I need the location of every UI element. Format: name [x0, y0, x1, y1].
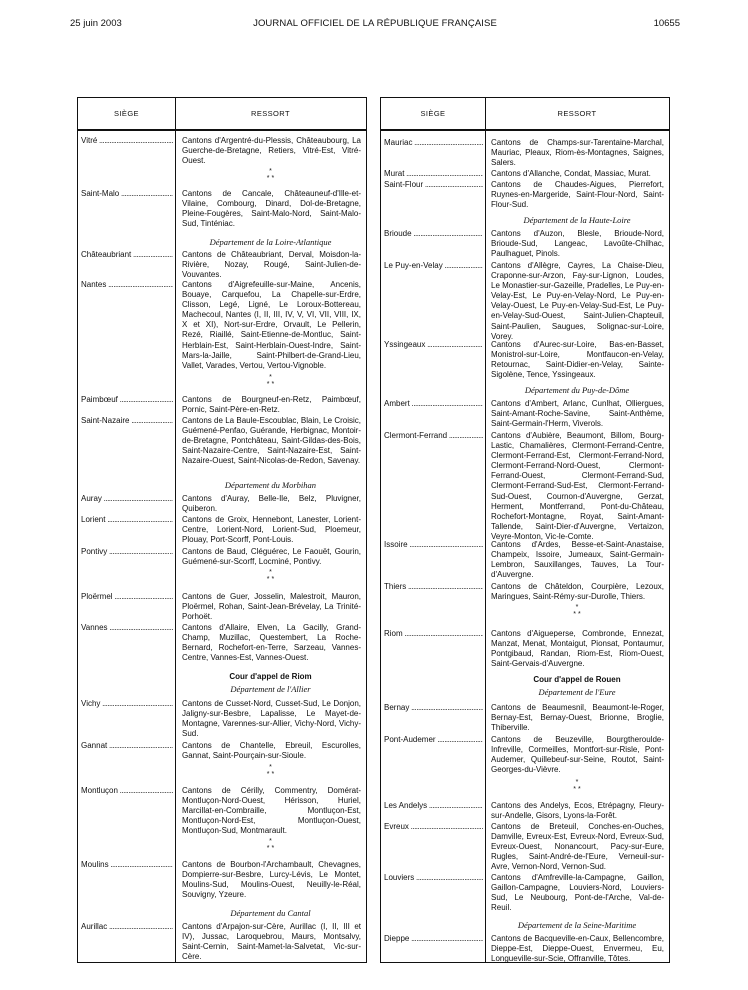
ressort-text: Cantons de Cancale, Châteauneuf-d'Ille-et-Vilaine, Combourg, Dinard, Dol-de-Bretagne, Pleine-Fougères, Saint-Malo-Nord, Saint-Malo-Sud, Tinténiac. [182, 189, 361, 229]
seat-name: Brioude ..... [384, 229, 483, 239]
ressort-text: Cantons de Baud, Cléguérec, Le Faouët, Gourin, Guémené-sur-Scorff, Locminé, Pontivy. [182, 547, 361, 567]
department-heading: Département de la Seine-Maritime [517, 920, 637, 930]
seat-name: Le Puy-en-Velay ..... [384, 261, 483, 271]
ressort-text: Cantons d'Aubière, Beaumont, Billom, Bourg-Lastic, Chamalières, Clermont-Ferrand-Centre, Clermont-Ferrand-Est, Clermont-Ferrand-Nord, Clermont-Ferrand-Nord-Ouest, Clermont-Ferrand-Ouest, Clermont-Ferrand-Sud, Clermont-Ferrand-Sud-Est, Clermont-Ferrand-Sud-Ouest, Cournon-d'Auvergne, Gerzat, Herment, Montferrand, Pont-du-Château, Rochefort-Montagne, Royat, Saint-Amant-Tallende, Saint-Dier-d'Auvergne, Vertaizon, Veyre-Monton, Vic-le-Comte. [491, 431, 664, 541]
right-table [380, 97, 670, 963]
ressort-text: Cantons d'Arpajon-sur-Cère, Aurillac (I, II, III et IV), Jussac, Laroquebrou, Maurs, Montsalvy, Saint-Cernin, Saint-Mamet-la-Salvetat, Vic-sur-Cère. [182, 922, 361, 962]
seat-name: Moulins ..... [81, 860, 173, 870]
seat-name: Dieppe ..... [384, 934, 483, 944]
column-header-siege: SIÈGE [381, 98, 485, 130]
seat-name: Yssingeaux ..... [384, 340, 483, 350]
seat-name: Ambert ..... [384, 399, 483, 409]
page-header [70, 18, 680, 32]
department-heading: Département de l'Eure [538, 687, 616, 697]
department-heading: Département du Cantal [230, 908, 311, 918]
ressort-text: Cantons d'Amfreville-la-Campagne, Gaillon, Gaillon-Campagne, Louviers-Nord, Louviers-Sud, Le Neubourg, Pont-de-l'Arche, Val-de-Reuil. [491, 873, 664, 913]
seat-name: Pontivy ..... [81, 547, 173, 557]
ressort-text: Cantons de Bacqueville-en-Caux, Bellencombre, Dieppe-Est, Dieppe-Ouest, Envermeu, Eu, Longueville-sur-Scie, Offranville, Tôtes. [491, 934, 664, 964]
separator-stars: * * * [573, 604, 581, 618]
seat-name: Auray ..... [81, 494, 173, 504]
seat-name: Vitré ..... [81, 136, 173, 146]
seat-name: Châteaubriant ..... [81, 250, 173, 260]
ressort-text: Cantons de La Baule-Escoublac, Blain, Le Croisic, Guémené-Penfao, Guérande, Herbignac, Montoir-de-Bretagne, Pontchâteau, Saint-Gildas-des-Bois, Saint-Nazaire-Centre, Saint-Nazaire-Est, Saint-Nazaire-Ouest, Saint-Nicolas-de-Redon, Savenay. [182, 416, 361, 466]
ressort-text: Cantons d'Auray, Belle-Ile, Belz, Pluvigner, Quiberon. [182, 494, 361, 514]
ressort-text: Cantons de Breteuil, Conches-en-Ouches, Damville, Evreux-Est, Evreux-Nord, Evreux-Sud, Evreux-Ouest, Nonancourt, Pacy-sur-Eure, Rugles, Saint-André-de-l'Eure, Verneuil-sur-Avre, Vernon-Nord, Vernon-Sud. [491, 822, 664, 872]
seat-name: Saint-Nazaire ..... [81, 416, 173, 426]
seat-name: Paimbœuf ..... [81, 395, 173, 405]
seat-name: Louviers ..... [384, 873, 483, 883]
seat-name: Les Andelys ..... [384, 801, 483, 811]
ressort-text: Cantons de Guer, Josselin, Malestroit, Mauron, Ploërmel, Rohan, Saint-Jean-Brévelay, La Trinité-Porhoët. [182, 592, 361, 622]
ressort-text: Cantons de Châteaubriant, Derval, Moisdon-la-Rivière, Nozay, Rougé, Saint-Julien-de-Vouvantes. [182, 250, 361, 280]
seat-name: Lorient ..... [81, 515, 173, 525]
seat-name: Issoire ..... [384, 540, 483, 550]
separator-stars: * * * [266, 764, 275, 778]
ressort-text: Cantons de Groix, Hennebont, Lanester, Lorient-Centre, Lorient-Nord, Lorient-Sud, Ploemeur, Plouay, Port-Scorff, Pont-Louis. [182, 515, 361, 545]
column-divider [175, 98, 176, 962]
seat-name: Clermont-Ferrand ..... [384, 431, 483, 441]
ressort-text: Cantons d'Allanche, Condat, Massiac, Murat. [491, 169, 651, 178]
ressort-text: Cantons d'Aigrefeuille-sur-Maine, Ancenis, Bouaye, Carquefou, La Chapelle-sur-Erdre, Clisson, Legé, Ligné, Le Loroux-Bottereau, Machecoul, Nantes (I, II, III, IV, V, VI, VII, VIII, IX, X et XI), Nort-sur-Erdre, Orvault, Le Pellerin, Rezé, Riaillé, Saint-Etienne-de-Montluc, Saint-Herblain-Est, Saint-Herblain-Ouest-Indre, Saint-Mars-la-Jaille, Saint-Philbert-de-Grand-Lieu, Vallet, Varades, Vertou, Vertou-Vignoble. [182, 280, 361, 370]
department-heading: Département du Morbihan [224, 480, 317, 490]
page-number: 10655 [653, 18, 680, 29]
publication-date: 25 juin 2003 [70, 18, 122, 29]
seat-name: Saint-Flour ..... [384, 180, 483, 190]
separator-stars: * * * [266, 168, 275, 182]
ressort-text: Cantons d'Allaire, Elven, La Gacilly, Grand-Champ, Muzillac, Questembert, La Roche-Bernard, Rochefort-en-Terre, Sarzeau, Vannes-Centre, Vannes-Est, Vannes-Ouest. [182, 623, 361, 663]
ressort-text: Cantons de Châteldon, Courpière, Lezoux, Maringues, Saint-Rémy-sur-Durolle, Thiers. [491, 582, 664, 602]
ressort-text: Cantons d'Aigueperse, Combronde, Ennezat, Manzat, Menat, Montaigut, Pionsat, Pontaumur, Pontgibaud, Randan, Riom-Est, Riom-Ouest, Saint-Gervais-d'Auvergne. [491, 629, 664, 669]
seat-name: Vannes ..... [81, 623, 173, 633]
seat-name: Vichy ..... [81, 699, 173, 709]
ressort-text: Cantons de Bourgneuf-en-Retz, Paimbœuf, Pornic, Saint-Père-en-Retz. [182, 395, 361, 415]
ressort-text: Cantons d'Ambert, Arlanc, Cunlhat, Olliergues, Saint-Amant-Roche-Savine, Saint-Anthème, Saint-Germain-l'Herm, Viverols. [491, 399, 664, 429]
seat-name: Nantes ..... [81, 280, 173, 290]
ressort-text: Cantons d'Allègre, Cayres, La Chaise-Dieu, Craponne-sur-Arzon, Fay-sur-Lignon, Loudes, Le Monastier-sur-Gazeille, Pradelles, Le Puy-en-Velay-Est, Le Puy-en-Velay-Nord, Le Puy-en-Velay-Ouest, Le Puy-en-Velay-Sud-Est, Le Puy-en-Velay-Sud-Ouest, Saint-Julien-Chapteuil, Saint-Paulien, Saugues, Solignac-sur-Loire, Vorey. [491, 261, 664, 341]
department-heading: Département du Puy-de-Dôme [524, 385, 630, 395]
ressort-text: Cantons de Cusset-Nord, Cusset-Sud, Le Donjon, Jaligny-sur-Besbre, Lapalisse, Le Mayet-de-Montagne, Varennes-sur-Allier, Vichy-Nord, Vichy-Sud. [182, 699, 361, 739]
column-divider [485, 98, 486, 962]
department-heading: Département de la Loire-Atlantique [209, 237, 332, 247]
seat-name: Bernay ..... [384, 703, 483, 713]
ressort-text: Cantons d'Auzon, Blesle, Brioude-Nord, Brioude-Sud, Langeac, Lavoûte-Chilhac, Paulhaguet, Pinols. [491, 229, 664, 259]
seat-name: Mauriac ..... [384, 138, 483, 148]
ressort-text: Cantons d'Ardes, Besse-et-Saint-Anastaise, Champeix, Issoire, Jumeaux, Saint-Germain-Lembron, Sauxillanges, Tauves, La Tour-d'Auvergne. [491, 540, 664, 580]
seat-name: Riom ..... [384, 629, 483, 639]
left-table [77, 97, 367, 963]
seat-name: Evreux ..... [384, 822, 483, 832]
ressort-text: Cantons de Champs-sur-Tarentaine-Marchal, Mauriac, Pleaux, Riom-ès-Montagnes, Saignes, Salers. [491, 138, 664, 168]
header-rule [78, 130, 366, 131]
ressort-text: Cantons des Andelys, Ecos, Etrépagny, Fleury-sur-Andelle, Gisors, Lyons-la-Forêt. [491, 801, 664, 821]
seat-name: Pont-Audemer ..... [384, 735, 483, 745]
seat-name: Saint-Malo ..... [81, 189, 173, 199]
ressort-text: Cantons de Chaudes-Aigues, Pierrefort, Ruynes-en-Margeride, Saint-Flour-Nord, Saint-Flour-Sud. [491, 180, 664, 210]
court-heading: Cour d'appel de Riom [229, 672, 312, 681]
seat-name: Ploërmel ..... [81, 592, 173, 602]
ressort-text: Cantons de Bourbon-l'Archambault, Chevagnes, Dompierre-sur-Besbre, Lurcy-Lévis, Le Montet, Moulins-Sud, Moulins-Ouest, Neuilly-le-Réal, Souvigny, Yzeure. [182, 860, 361, 900]
department-heading: Département de l'Allier [230, 684, 311, 694]
seat-name: Thiers ..... [384, 582, 483, 592]
ressort-text: Cantons d'Aurec-sur-Loire, Bas-en-Basset, Monistrol-sur-Loire, Montfaucon-en-Velay, Retournac, Saint-Didier-en-Velay, Sainte-Sigolène, Tence, Yssingeaux. [491, 340, 664, 380]
ressort-text: Cantons d'Argentré-du-Plessis, Châteaubourg, La Guerche-de-Bretagne, Retiers, Vitré-Est, Vitré-Ouest. [182, 136, 361, 166]
separator-stars: * * * [573, 779, 581, 793]
ressort-text: Cantons de Beuzeville, Bourgtheroulde-Infreville, Cormeilles, Montfort-sur-Risle, Pont-Audemer, Quillebeuf-sur-Seine, Routot, Saint-Georges-du-Vièvre. [491, 735, 664, 775]
separator-stars: * * * [266, 569, 275, 583]
column-header-ressort: RESSORT [175, 98, 366, 130]
ressort-text: Cantons de Beaumesnil, Beaumont-le-Roger, Bernay-Est, Bernay-Ouest, Brionne, Broglie, Thiberville. [491, 703, 664, 733]
column-header-ressort: RESSORT [485, 98, 669, 130]
ressort-text: Cantons de Cérilly, Commentry, Domérat-Montluçon-Nord-Ouest, Hérisson, Huriel, Marcillat-en-Combraille, Montluçon-Est, Montluçon-Nord-Est, Montluçon-Ouest, Montluçon-Sud, Montmarault. [182, 786, 361, 836]
court-heading: Cour d'appel de Rouen [533, 675, 621, 684]
journal-title: JOURNAL OFFICIEL DE LA RÉPUBLIQUE FRANÇAISE [253, 18, 497, 29]
seat-name: Gannat ..... [81, 741, 173, 751]
header-rule [381, 130, 669, 131]
seat-name: Aurillac ..... [81, 922, 173, 932]
column-header-siege: SIÈGE [78, 98, 175, 130]
separator-stars: * * * [266, 374, 275, 388]
ressort-text: Cantons de Chantelle, Ebreuil, Escurolles, Gannat, Saint-Pourçain-sur-Sioule. [182, 741, 361, 761]
seat-name: Murat ..... [384, 169, 483, 179]
separator-stars: * * * [266, 838, 275, 852]
seat-name: Montluçon ..... [81, 786, 173, 796]
department-heading: Département de la Haute-Loire [523, 215, 631, 225]
